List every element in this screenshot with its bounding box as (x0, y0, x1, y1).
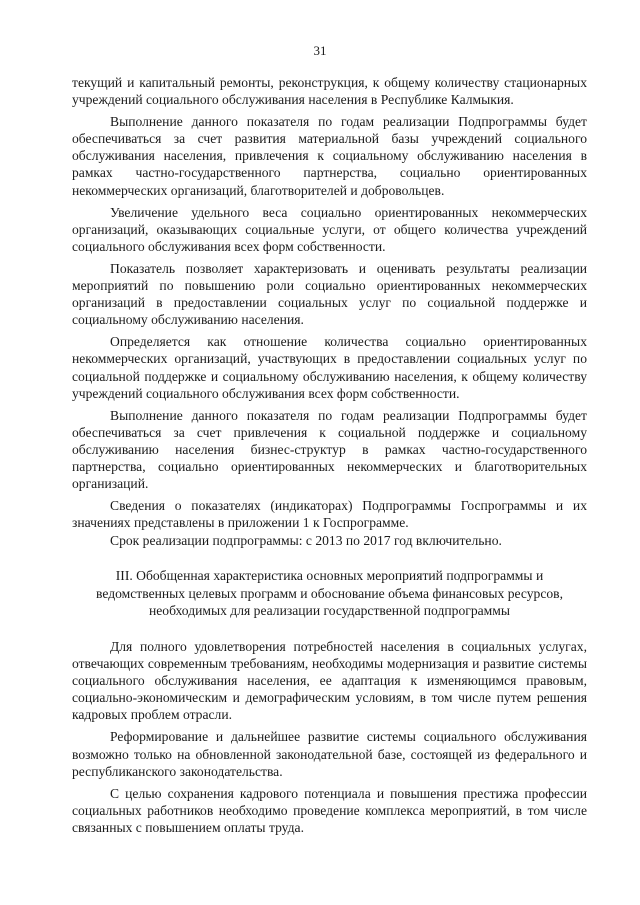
paragraph: С целью сохранения кадрового потенциала и повышения престижа профессии социальных работников необходимо проведение комплекса мероприятий, в том числе связанных с повышением оплаты труда. (72, 785, 587, 835)
paragraph: Показатель позволяет характеризовать и оценивать результаты реализации мероприятий по повышению роли социально ориентированных некоммерческих организаций в предоставлении социальных услуг по социальной поддержке и социальному обслуживанию населения. (72, 260, 587, 328)
page-number: 31 (313, 43, 327, 58)
paragraph: Срок реализации подпрограммы: с 2013 по 2017 год включительно. (110, 533, 502, 549)
paragraph: Увеличение удельного веса социально ориентированных некоммерческих организаций, оказывающих социальные услуги, от общего количества учреждений социального обслуживания всех форм собственности. (72, 204, 587, 254)
paragraph: Выполнение данного показателя по годам реализации Подпрограммы будет обеспечиваться за счет развития материальной базы учреждений социального обслуживания населения, привлечения к социальному обслуживанию населения в рамках частно-государственного партнерства, социально ориентированных некоммерческих организаций, благотворителей и добровольцев. (72, 114, 587, 198)
paragraph: текущий и капитальный ремонты, реконструкция, к общему количеству стационарных учреждений социального обслуживания населения в Республике Калмыкия. (72, 75, 587, 108)
section-heading: III. Обобщенная характеристика основных мероприятий подпрограммы и ведомственных целевых программ и обоснование объема финансовых ресурсов, необходимых для реализации государственной подпрограммы (96, 568, 563, 619)
paragraph: Определяется как отношение количества социально ориентированных некоммерческих организаций, участвующих в предоставлении социальных услуг по социальной поддержке и социальному обслуживанию населения, к общему количеству учреждений социального обслуживания всех форм собственности. (72, 334, 587, 401)
paragraph: Для полного удовлетворения потребностей населения в социальных услугах, отвечающих современным требованиям, необходимы модернизация и развитие системы социального обслуживания населения, ее адаптация к изменяющимся правовым, социально-экономическим и демографическим условиям, в том числе путем решения кадровых проблем отрасли. (72, 638, 587, 723)
paragraph: Реформирование и дальнейшее развитие системы социального обслуживания возможно только на обновленной законодательной базе, состоящей из федерального и республиканского законодательства. (72, 729, 587, 779)
paragraph: Сведения о показателях (индикаторах) Подпрограммы Госпрограммы и их значениях представлены в приложении 1 к Госпрограмме. (72, 498, 587, 531)
paragraph: Выполнение данного показателя по годам реализации Подпрограммы будет обеспечиваться за счет привлечения к социальной поддержке и социальному обслуживанию населения бизнес-структур в рамках частно-государственного партнерства, социально ориентированных некоммерческих и благотворительных организаций. (72, 407, 587, 492)
document-body (72, 74, 587, 841)
